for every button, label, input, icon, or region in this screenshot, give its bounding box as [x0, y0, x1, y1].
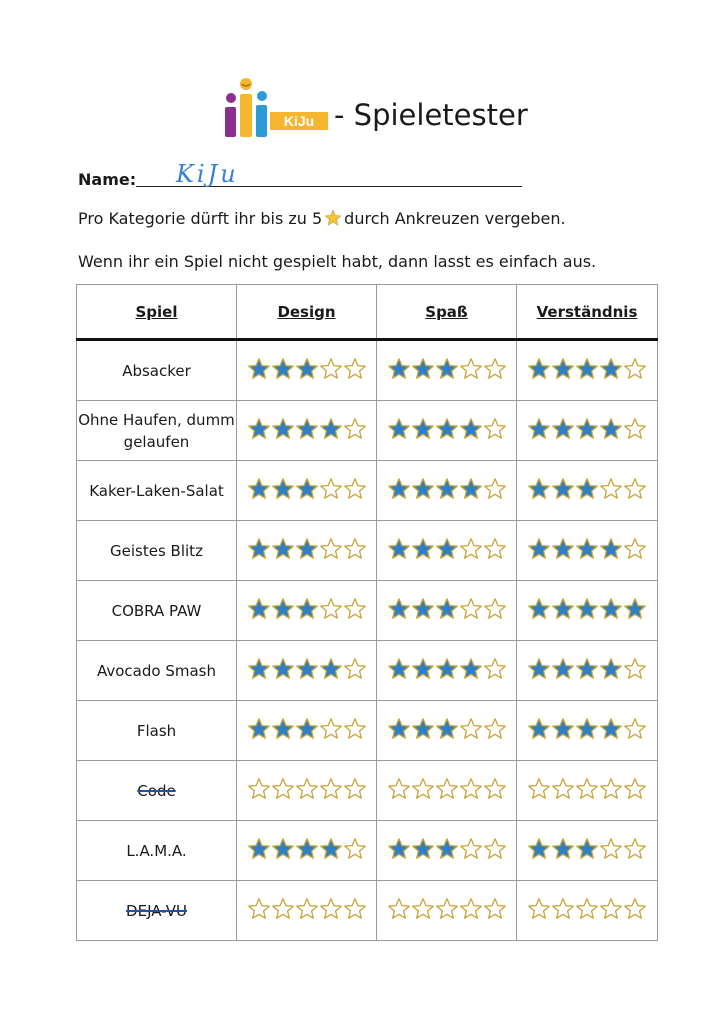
- filled-star-icon: [319, 837, 343, 861]
- filled-star-icon: [435, 837, 459, 861]
- star-rating: [387, 597, 507, 621]
- rating-cell-verstaendnis: [517, 401, 658, 461]
- filled-star-icon: [387, 717, 411, 741]
- empty-star-icon: [343, 477, 367, 501]
- logo-text: KiJu: [283, 113, 315, 129]
- filled-star-icon: [527, 597, 551, 621]
- game-name-cell: [77, 821, 237, 881]
- column-header-design: Design: [237, 285, 377, 340]
- empty-star-icon: [483, 537, 507, 561]
- empty-star-icon: [271, 777, 295, 801]
- filled-star-icon: [435, 417, 459, 441]
- empty-star-icon: [387, 897, 411, 921]
- filled-star-icon: [411, 537, 435, 561]
- empty-star-icon: [599, 777, 623, 801]
- rating-cell-verstaendnis: [517, 701, 658, 761]
- star-rating: [247, 417, 367, 441]
- name-value: KiJu: [176, 160, 239, 188]
- filled-star-icon: [295, 477, 319, 501]
- empty-star-icon: [319, 717, 343, 741]
- filled-star-icon: [527, 417, 551, 441]
- filled-star-icon: [411, 477, 435, 501]
- rating-cell-spass: [377, 821, 517, 881]
- table-row: [77, 701, 658, 761]
- empty-star-icon: [575, 777, 599, 801]
- game-name-cell: [77, 401, 237, 461]
- filled-star-icon: [575, 717, 599, 741]
- game-name: Geistes Blitz: [110, 541, 203, 560]
- empty-star-icon: [527, 777, 551, 801]
- empty-star-icon: [343, 897, 367, 921]
- instruction-text-after: durch Ankreuzen vergeben.: [344, 209, 566, 228]
- table-header-row: [77, 285, 658, 340]
- filled-star-icon: [247, 837, 271, 861]
- rating-cell-design: [237, 340, 377, 401]
- instruction-line-1: [78, 209, 566, 231]
- filled-star-icon: [247, 717, 271, 741]
- filled-star-icon: [411, 717, 435, 741]
- filled-star-icon: [271, 357, 295, 381]
- filled-star-icon: [411, 417, 435, 441]
- rating-cell-design: [237, 461, 377, 521]
- star-rating: [387, 777, 507, 801]
- filled-star-icon: [387, 537, 411, 561]
- star-rating: [387, 897, 507, 921]
- rating-cell-design: [237, 701, 377, 761]
- empty-star-icon: [459, 537, 483, 561]
- filled-star-icon: [435, 597, 459, 621]
- empty-star-icon: [459, 597, 483, 621]
- empty-star-icon: [343, 357, 367, 381]
- star-rating: [527, 897, 647, 921]
- empty-star-icon: [343, 537, 367, 561]
- rating-cell-design: [237, 881, 377, 941]
- filled-star-icon: [551, 477, 575, 501]
- filled-star-icon: [387, 597, 411, 621]
- game-name-cell: [77, 521, 237, 581]
- filled-star-icon: [575, 837, 599, 861]
- empty-star-icon: [599, 837, 623, 861]
- star-rating: [387, 837, 507, 861]
- filled-star-icon: [271, 417, 295, 441]
- empty-star-icon: [623, 717, 647, 741]
- filled-star-icon: [599, 417, 623, 441]
- empty-star-icon: [343, 597, 367, 621]
- empty-star-icon: [271, 897, 295, 921]
- filled-star-icon: [387, 417, 411, 441]
- star-rating: [247, 357, 367, 381]
- filled-star-icon: [387, 837, 411, 861]
- header: [222, 76, 542, 140]
- page-title: - Spieletester: [334, 98, 528, 132]
- star-rating: [527, 417, 647, 441]
- rating-cell-spass: [377, 581, 517, 641]
- rating-cell-spass: [377, 521, 517, 581]
- filled-star-icon: [271, 597, 295, 621]
- filled-star-icon: [527, 837, 551, 861]
- filled-star-icon: [599, 537, 623, 561]
- instruction-text-before: Pro Kategorie dürft ihr bis zu 5: [78, 209, 323, 228]
- filled-star-icon: [527, 537, 551, 561]
- empty-star-icon: [411, 897, 435, 921]
- game-name: Kaker-Laken-Salat: [89, 481, 224, 500]
- filled-star-icon: [527, 477, 551, 501]
- empty-star-icon: [483, 597, 507, 621]
- empty-star-icon: [623, 537, 647, 561]
- empty-star-icon: [483, 717, 507, 741]
- filled-star-icon: [319, 657, 343, 681]
- filled-star-icon: [247, 597, 271, 621]
- empty-star-icon: [459, 357, 483, 381]
- filled-star-icon: [527, 657, 551, 681]
- rating-cell-verstaendnis: [517, 521, 658, 581]
- column-header-spiel: Spiel: [77, 285, 237, 340]
- filled-star-icon: [295, 717, 319, 741]
- filled-star-icon: [551, 597, 575, 621]
- filled-star-icon: [575, 417, 599, 441]
- filled-star-icon: [575, 357, 599, 381]
- star-rating: [387, 657, 507, 681]
- filled-star-icon: [247, 657, 271, 681]
- empty-star-icon: [575, 897, 599, 921]
- rating-cell-design: [237, 761, 377, 821]
- empty-star-icon: [459, 897, 483, 921]
- filled-star-icon: [623, 597, 647, 621]
- star-rating: [247, 837, 367, 861]
- filled-star-icon: [411, 837, 435, 861]
- instruction-line-2: Wenn ihr ein Spiel nicht gespielt habt, dann lasst es einfach aus.: [78, 252, 597, 271]
- column-header-spass: Spaß: [377, 285, 517, 340]
- filled-star-icon: [575, 657, 599, 681]
- filled-star-icon: [319, 417, 343, 441]
- filled-star-icon: [551, 657, 575, 681]
- star-rating: [527, 777, 647, 801]
- star-rating: [387, 537, 507, 561]
- star-icon: [324, 209, 342, 231]
- table-row: [77, 761, 658, 821]
- filled-star-icon: [411, 357, 435, 381]
- star-rating: [247, 897, 367, 921]
- star-rating: [247, 657, 367, 681]
- rating-cell-spass: [377, 461, 517, 521]
- filled-star-icon: [247, 357, 271, 381]
- star-rating: [527, 837, 647, 861]
- filled-star-icon: [247, 537, 271, 561]
- empty-star-icon: [623, 657, 647, 681]
- name-field: [78, 160, 448, 192]
- filled-star-icon: [387, 477, 411, 501]
- game-name-cell: [77, 761, 237, 821]
- filled-star-icon: [551, 717, 575, 741]
- filled-star-icon: [435, 357, 459, 381]
- table-row: [77, 581, 658, 641]
- star-rating: [527, 657, 647, 681]
- filled-star-icon: [387, 357, 411, 381]
- empty-star-icon: [483, 897, 507, 921]
- filled-star-icon: [575, 477, 599, 501]
- game-name-cell: [77, 881, 237, 941]
- empty-star-icon: [319, 537, 343, 561]
- rating-cell-spass: [377, 641, 517, 701]
- rating-cell-verstaendnis: [517, 881, 658, 941]
- rating-cell-design: [237, 641, 377, 701]
- rating-cell-verstaendnis: [517, 581, 658, 641]
- empty-star-icon: [295, 777, 319, 801]
- empty-star-icon: [319, 597, 343, 621]
- empty-star-icon: [387, 777, 411, 801]
- empty-star-icon: [247, 897, 271, 921]
- star-rating: [387, 717, 507, 741]
- empty-star-icon: [599, 897, 623, 921]
- table-row: [77, 401, 658, 461]
- star-rating: [527, 477, 647, 501]
- table-body: [77, 340, 658, 941]
- filled-star-icon: [527, 717, 551, 741]
- game-name-cell: [77, 641, 237, 701]
- empty-star-icon: [623, 477, 647, 501]
- filled-star-icon: [295, 537, 319, 561]
- filled-star-icon: [599, 357, 623, 381]
- empty-star-icon: [483, 477, 507, 501]
- rating-table: [76, 284, 658, 941]
- filled-star-icon: [271, 837, 295, 861]
- empty-star-icon: [483, 837, 507, 861]
- filled-star-icon: [247, 417, 271, 441]
- rating-cell-spass: [377, 701, 517, 761]
- rating-cell-spass: [377, 340, 517, 401]
- filled-star-icon: [271, 477, 295, 501]
- filled-star-icon: [527, 357, 551, 381]
- filled-star-icon: [295, 417, 319, 441]
- rating-cell-verstaendnis: [517, 641, 658, 701]
- filled-star-icon: [459, 417, 483, 441]
- empty-star-icon: [435, 897, 459, 921]
- filled-star-icon: [599, 657, 623, 681]
- filled-star-icon: [551, 537, 575, 561]
- rating-cell-verstaendnis: [517, 821, 658, 881]
- empty-star-icon: [343, 717, 367, 741]
- empty-star-icon: [343, 657, 367, 681]
- star-rating: [527, 597, 647, 621]
- filled-star-icon: [435, 717, 459, 741]
- filled-star-icon: [435, 477, 459, 501]
- empty-star-icon: [623, 417, 647, 441]
- rating-cell-design: [237, 821, 377, 881]
- table-row: [77, 821, 658, 881]
- star-rating: [247, 717, 367, 741]
- filled-star-icon: [271, 657, 295, 681]
- game-name-cell: [77, 701, 237, 761]
- empty-star-icon: [623, 837, 647, 861]
- rating-cell-design: [237, 401, 377, 461]
- game-name: Flash: [136, 721, 177, 740]
- empty-star-icon: [623, 897, 647, 921]
- filled-star-icon: [387, 657, 411, 681]
- game-name: Absacker: [122, 361, 191, 380]
- star-rating: [527, 357, 647, 381]
- empty-star-icon: [295, 897, 319, 921]
- game-name-cell: [77, 581, 237, 641]
- empty-star-icon: [483, 657, 507, 681]
- filled-star-icon: [271, 537, 295, 561]
- rating-cell-design: [237, 521, 377, 581]
- rating-cell-spass: [377, 401, 517, 461]
- game-name: L.A.M.A.: [126, 841, 187, 860]
- game-name-cell: [77, 461, 237, 521]
- star-rating: [387, 417, 507, 441]
- filled-star-icon: [459, 657, 483, 681]
- empty-star-icon: [319, 357, 343, 381]
- filled-star-icon: [551, 357, 575, 381]
- empty-star-icon: [319, 897, 343, 921]
- star-rating: [247, 477, 367, 501]
- filled-star-icon: [295, 597, 319, 621]
- game-name-cell: [77, 340, 237, 401]
- game-name: Ohne Haufen, dumm gelaufen: [78, 410, 235, 451]
- filled-star-icon: [599, 717, 623, 741]
- table-row: [77, 641, 658, 701]
- filled-star-icon: [551, 837, 575, 861]
- filled-star-icon: [295, 657, 319, 681]
- empty-star-icon: [459, 837, 483, 861]
- star-rating: [247, 597, 367, 621]
- star-rating: [247, 537, 367, 561]
- empty-star-icon: [483, 777, 507, 801]
- empty-star-icon: [247, 777, 271, 801]
- empty-star-icon: [623, 777, 647, 801]
- table-row: [77, 461, 658, 521]
- filled-star-icon: [295, 837, 319, 861]
- filled-star-icon: [247, 477, 271, 501]
- empty-star-icon: [599, 477, 623, 501]
- empty-star-icon: [343, 837, 367, 861]
- empty-star-icon: [411, 777, 435, 801]
- filled-star-icon: [295, 357, 319, 381]
- empty-star-icon: [483, 357, 507, 381]
- rating-cell-verstaendnis: [517, 761, 658, 821]
- name-label: Name:: [78, 170, 137, 189]
- kiju-logo: [222, 76, 332, 140]
- table-row: [77, 340, 658, 401]
- star-rating: [527, 537, 647, 561]
- rating-cell-spass: [377, 761, 517, 821]
- filled-star-icon: [411, 657, 435, 681]
- empty-star-icon: [623, 357, 647, 381]
- rating-cell-verstaendnis: [517, 340, 658, 401]
- star-rating: [387, 357, 507, 381]
- table-row: [77, 521, 658, 581]
- filled-star-icon: [459, 477, 483, 501]
- empty-star-icon: [343, 417, 367, 441]
- rating-cell-spass: [377, 881, 517, 941]
- game-name: Code: [137, 781, 176, 800]
- table-row: [77, 881, 658, 941]
- empty-star-icon: [527, 897, 551, 921]
- star-rating: [387, 477, 507, 501]
- filled-star-icon: [271, 717, 295, 741]
- filled-star-icon: [435, 537, 459, 561]
- filled-star-icon: [435, 657, 459, 681]
- empty-star-icon: [551, 777, 575, 801]
- filled-star-icon: [551, 417, 575, 441]
- filled-star-icon: [411, 597, 435, 621]
- column-header-verstaendnis: Verständnis: [517, 285, 658, 340]
- empty-star-icon: [343, 777, 367, 801]
- filled-star-icon: [575, 537, 599, 561]
- filled-star-icon: [575, 597, 599, 621]
- star-rating: [247, 777, 367, 801]
- game-name: Avocado Smash: [97, 661, 216, 680]
- rating-cell-design: [237, 581, 377, 641]
- filled-star-icon: [599, 597, 623, 621]
- empty-star-icon: [459, 717, 483, 741]
- rating-cell-verstaendnis: [517, 461, 658, 521]
- game-name: COBRA PAW: [111, 601, 202, 620]
- empty-star-icon: [459, 777, 483, 801]
- empty-star-icon: [319, 777, 343, 801]
- star-rating: [527, 717, 647, 741]
- empty-star-icon: [483, 417, 507, 441]
- empty-star-icon: [319, 477, 343, 501]
- game-name: DEJA-VU: [126, 901, 187, 920]
- empty-star-icon: [551, 897, 575, 921]
- empty-star-icon: [435, 777, 459, 801]
